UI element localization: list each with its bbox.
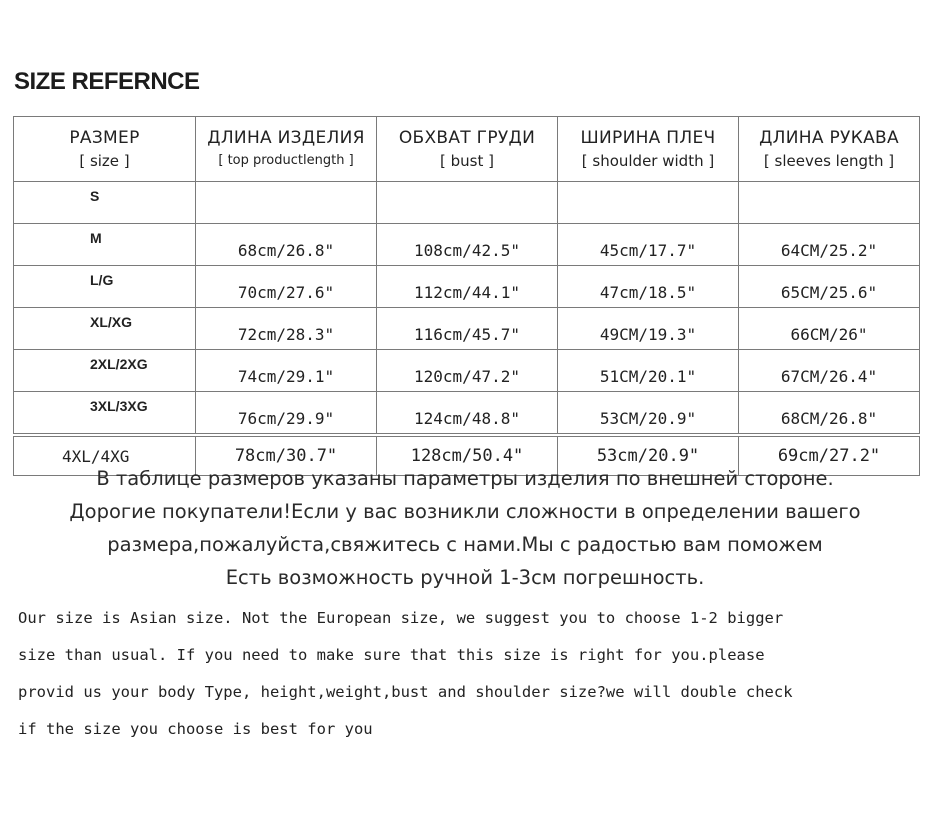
cell-sleeve: 65CM/25.6" [739,266,920,308]
cell-length: 70cm/27.6" [196,266,377,308]
header-sleeve [739,117,920,182]
cell-shoulder: 49CM/19.3" [558,308,739,350]
table-row [14,182,920,224]
cell-shoulder: 53CM/20.9" [558,392,739,434]
english-notes [18,600,923,748]
table-row [14,308,920,350]
cell-bust: 116cm/45.7" [377,308,558,350]
header-shoulder-en: [ shoulder width ] [581,151,715,170]
cell-shoulder: 51CM/20.1" [558,350,739,392]
table-row [14,266,920,308]
header-sleeve-ru: ДЛИНА РУКАВА [759,127,899,148]
cell-length: 72cm/28.3" [196,308,377,350]
header-sleeve-en: [ sleeves length ] [763,151,895,170]
cell-bust: 112cm/44.1" [377,266,558,308]
cell-size: S [14,182,196,224]
cell-length: 76cm/29.9" [196,392,377,434]
cell-shoulder: 53cm/20.9" [558,437,739,476]
cell-bust: 128cm/50.4" [377,437,558,476]
cell-length: 74cm/29.1" [196,350,377,392]
cell-sleeve: 64CM/25.2" [739,224,920,266]
cell-length: 68cm/26.8" [196,224,377,266]
table-row [14,350,920,392]
cell-sleeve: 69cm/27.2" [739,437,920,476]
header-bust [377,117,558,182]
table-row [14,224,920,266]
note-line: provid us your body Type, height,weight,bust and shoulder size?we will double check [18,683,793,701]
cell-sleeve [739,182,920,224]
note-line: В таблице размеров указаны параметры изделия по внешней стороне. [96,467,834,490]
header-size [14,117,196,182]
note-line: Дорогие покупатели!Если у вас возникли сложности в определении вашего [69,500,861,523]
cell-shoulder: 45cm/17.7" [558,224,739,266]
cell-sleeve: 67CM/26.4" [739,350,920,392]
header-size-en: [ size ] [79,151,130,170]
size-table [13,116,920,476]
header-length-ru: ДЛИНА ИЗДЕЛИЯ [207,127,365,148]
table-header-row [14,117,920,182]
cell-size: 3XL/3XG [14,392,196,434]
header-length-en: [ top productlength ] [218,152,354,168]
cell-size: XL/XG [14,308,196,350]
cell-sleeve: 66CM/26" [739,308,920,350]
header-shoulder-ru: ШИРИНА ПЛЕЧ [580,127,716,148]
cell-size: 4XL/4XG [14,437,196,476]
cell-length [196,182,377,224]
cell-bust [377,182,558,224]
note-line: размера,пожалуйста,свяжитесь с нами.Мы с радостью вам поможем [107,533,823,556]
page-title: SIZE REFERNCE [14,68,200,95]
table-row [14,392,920,434]
header-bust-en: [ bust ] [440,151,494,170]
cell-shoulder [558,182,739,224]
header-bust-ru: ОБХВАТ ГРУДИ [398,127,536,148]
russian-notes [0,462,930,594]
cell-bust: 108cm/42.5" [377,224,558,266]
note-line: size than usual. If you need to make sure that this size is right for you.please [18,646,765,664]
cell-size: L/G [14,266,196,308]
cell-length: 78cm/30.7" [196,437,377,476]
cell-size: 2XL/2XG [14,350,196,392]
cell-shoulder: 47cm/18.5" [558,266,739,308]
note-line: Our size is Asian size. Not the European size, we suggest you to choose 1-2 bigger [18,609,784,627]
cell-size: M [14,224,196,266]
note-line: Есть возможность ручной 1-3см погрешность. [225,566,705,589]
header-size-ru: РАЗМЕР [69,127,140,148]
header-length [196,117,377,182]
cell-bust: 120cm/47.2" [377,350,558,392]
cell-sleeve: 68CM/26.8" [739,392,920,434]
note-line: if the size you choose is best for you [18,720,373,738]
header-shoulder [558,117,739,182]
cell-bust: 124cm/48.8" [377,392,558,434]
